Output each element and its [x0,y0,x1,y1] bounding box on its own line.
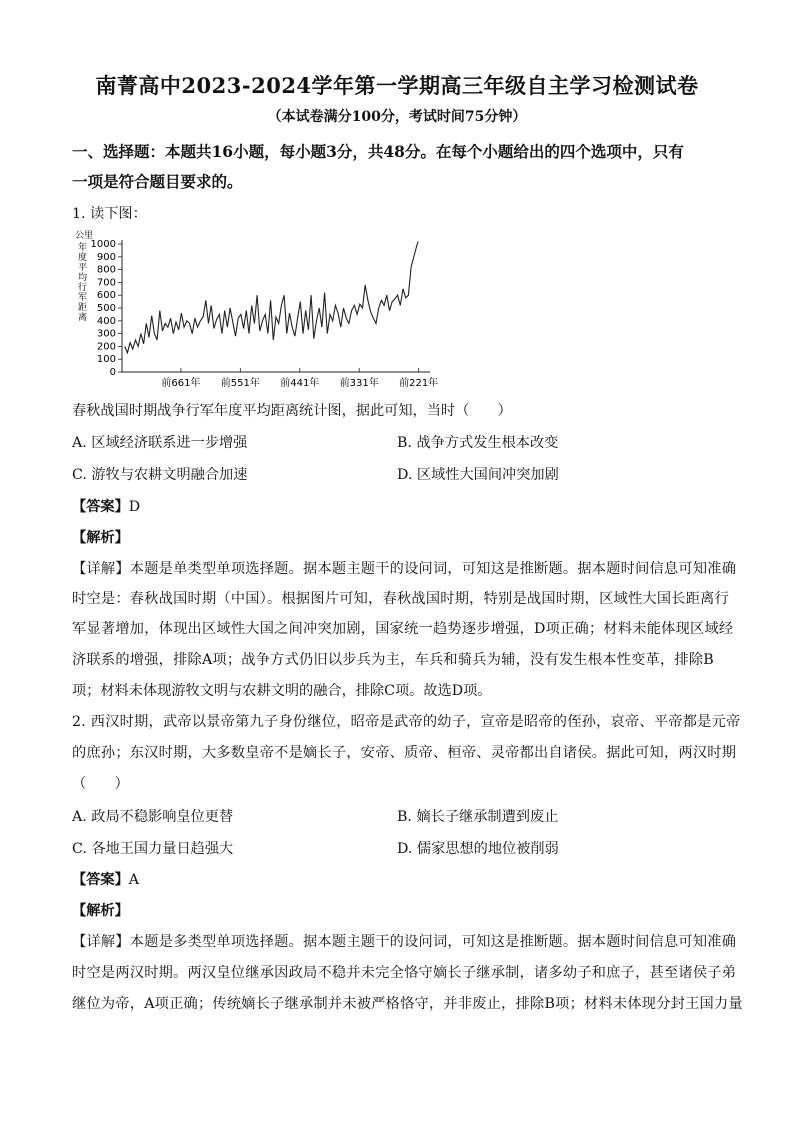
chart-x-tick-label: 前441年 [280,378,320,389]
chart-y-tick-label: 600 [96,290,116,302]
q2-option-b: B. 嫡长子继承制遭到废止 [397,809,559,825]
chart-y-tick-label: 1000 [90,239,116,250]
q1-option-c: C. 游牧与农耕文明融合加速 [72,467,248,483]
chart-x-tick-label: 前331年 [339,378,379,389]
q1-answer-tag: 【答案】 [72,499,129,515]
q1-detail-line-2: 时空是：春秋战国时期（中国）。根据图片可知，春秋战国时期，特别是战国时期，区域性大国长距离行 [72,591,730,607]
chart-y-tick-label: 200 [96,341,116,353]
chart-x-axis [122,368,438,389]
war-march-distance-chart [72,226,442,394]
q2-answer-value: A [128,872,140,888]
chart-x-tick-label: 前551年 [220,378,260,389]
chart-y-tick-label: 400 [96,315,116,327]
q2-option-a: A. 政局不稳影响皇位更替 [72,809,234,825]
q2-answer [72,869,139,889]
chart-x-tick-label: 前221年 [399,378,439,389]
q2-answer-tag: 【答案】 [72,872,129,888]
q2-option-d: D. 儒家思想的地位被削弱 [397,841,559,857]
q1-detail-line-3: 军显著增加，体现出区域性大国之间冲突加剧，国家统一趋势逐步增强，D项正确；材料未能体现区域经 [72,621,734,637]
q1-answer-value: D [128,499,141,515]
chart-y-tick-label: 100 [96,354,116,366]
chart-y-label: 年度平均行军距离 [78,243,88,323]
chart-y-tick-label: 500 [96,303,116,314]
page-subtitle: （本试卷满分100分，考试时间75分钟） [267,109,527,125]
chart-x-tick-label: 前661年 [161,378,201,389]
q1-option-b: B. 战争方式发生根本改变 [397,435,559,451]
q1-option-a: A. 区域经济联系进一步增强 [72,435,248,451]
q1-stem: 春秋战国时期战争行军年度平均距离统计图，据此可知，当时（ ） [72,403,512,419]
chart-series-line [125,241,418,352]
q1-lead: 1. 读下图： [72,206,147,222]
chart-y-tick-label: 900 [96,251,116,263]
q1-analysis-tag: 【解析】 [72,530,129,546]
q2-detail-line-3: 继位为帝，A项正确；传统嫡长子继承制并未被严格恪守，并非废止，排除B项；材料未体现分封王国力量 [72,996,743,1012]
chart-y-axis [91,239,122,378]
chart-y-unit: 公里 [75,231,94,241]
q2-detail-line-1: 【详解】本题是多类型单项选择题。据本题主题干的设问词，可知这是推断题。据本题时间信息可知准确 [72,934,737,950]
q2-analysis-tag: 【解析】 [72,903,129,919]
section-heading-line-2: 一项是符合题目要求的。 [72,172,243,191]
q2-stem-line-1: 2. 西汉时期，武帝以景帝第九子身份继位，昭帝是武帝的幼子，宣帝是昭帝的侄孙，哀帝、平帝都是元帝 [72,714,741,730]
q1-detail-line-1: 【详解】本题是单类型单项选择题。据本题主题干的设问词，可知这是推断题。据本题时间信息可知准确 [72,561,737,577]
chart-y-tick-label: 0 [109,367,116,378]
page-title: 南菁高中2023-2024学年第一学期高三年级自主学习检测试卷 [95,73,699,98]
q2-option-c: C. 各地王国力量日趋强大 [72,841,234,857]
q2-stem-line-3: （ ） [72,776,129,792]
section-heading-line-1: 一、选择题：本题共16小题，每小题3分，共48分。在每个小题给出的四个选项中，只有 [72,142,684,161]
q2-detail-line-2: 时空是两汉时期。两汉皇位继承因政局不稳并未完全恪守嫡长子继承制，诸多幼子和庶子，甚至诸侯子弟 [72,965,737,981]
q1-answer [72,496,140,516]
q1-detail-line-4: 济联系的增强，排除A项；战争方式仍旧以步兵为主，车兵和骑兵为辅，没有发生根本性变革，排除B [72,652,714,668]
q1-option-d: D. 区域性大国间冲突加剧 [397,467,559,483]
chart-y-tick-label: 300 [96,328,116,340]
q2-stem-line-2: 的庶孙；东汉时期，大多数皇帝不是嫡长子，安帝、质帝、桓帝、灵帝都出自诸侯。据此可知，两汉时期 [72,745,737,761]
chart-y-tick-label: 800 [96,264,116,276]
q1-detail-line-5: 项；材料未体现游牧文明与农耕文明的融合，排除C项。故选D项。 [72,683,492,699]
chart-y-tick-label: 700 [96,277,116,289]
